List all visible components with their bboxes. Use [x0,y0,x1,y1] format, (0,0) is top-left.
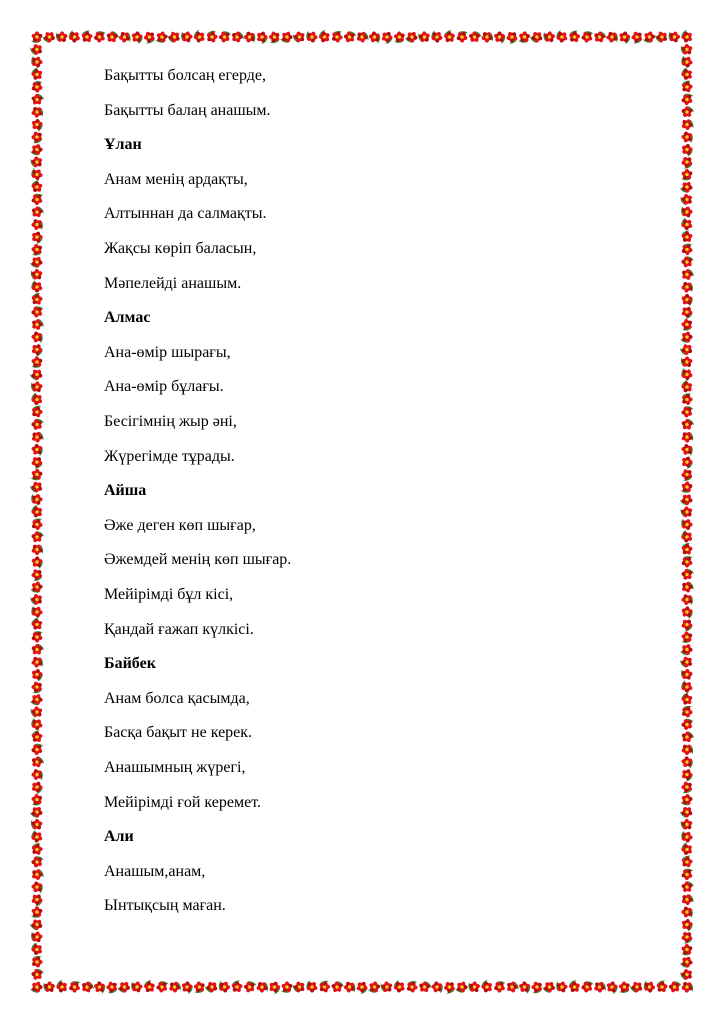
flower-icon [680,980,694,994]
poem-line: Мейірімді ғой керемет. [104,793,261,811]
flower-icon [679,154,695,170]
flower-icon [31,31,43,42]
flower-icon [679,529,695,545]
flower-icon [30,855,45,869]
flower-icon [679,392,694,407]
flower-icon [30,580,44,594]
flower-icon [29,479,46,496]
flower-icon [679,104,695,120]
flower-icon [679,879,695,895]
flower-icon [29,154,45,170]
flower-icon [679,229,696,245]
flower-icon [29,404,44,419]
flower-icon [680,705,694,719]
flower-icon [30,468,43,480]
flower-icon [679,729,696,746]
speaker-name: Байбек [104,655,156,673]
flower-icon [680,631,694,644]
flower-icon [681,556,693,568]
flower-icon [680,668,694,682]
flower-icon [679,579,695,595]
flower-icon [29,179,46,195]
poem-line: Анашым,анам, [104,862,206,880]
poem-line: Алтыннан да салмақты. [104,205,267,223]
flower-icon [680,679,695,694]
flower-icon [42,980,57,995]
flower-icon [680,243,693,256]
flower-icon [679,504,695,520]
flower-icon [30,167,44,181]
flower-icon [679,29,695,45]
flower-icon [679,804,696,820]
flower-icon [679,954,695,970]
flower-icon [31,631,43,643]
poem-line: Қандай ғажап күлкісі. [104,620,254,638]
flower-icon [679,780,694,795]
flower-icon [679,891,695,907]
flower-icon [679,567,695,583]
poem-line: Ана-өмір бұлағы. [104,378,224,396]
flower-icon [41,29,58,45]
flower-icon [679,654,696,671]
flower-icon [29,967,45,983]
flower-icon [679,541,695,557]
flower-icon [31,218,43,231]
flower-icon [30,680,45,695]
flower-icon [29,779,46,796]
flower-icon [30,442,44,456]
flower-icon [679,266,696,283]
flower-icon [29,866,45,882]
flower-icon [681,443,694,456]
flower-icon [29,130,44,145]
flower-icon [30,717,44,732]
flower-icon [679,79,695,94]
flower-icon [29,66,46,83]
flower-icon [679,642,694,657]
flower-icon [681,481,694,493]
flower-icon [29,267,44,282]
flower-icon [30,655,43,669]
flower-icon [29,666,45,682]
flower-icon [30,793,44,806]
flower-icon [679,379,696,396]
flower-icon [680,330,695,344]
flower-icon [31,493,43,506]
poem-line: Мәпелейді анашым. [104,274,242,292]
flower-icon [30,817,45,832]
flower-icon [679,492,695,508]
flower-icon [680,429,695,444]
poem-line: Анашымның жүрегі, [104,759,246,776]
flower-icon [680,55,693,69]
flower-icon [29,941,45,957]
flower-icon [31,193,44,205]
flower-icon [29,567,45,583]
flower-icon [679,841,695,857]
flower-icon [29,692,45,707]
flower-icon [679,191,695,207]
flower-icon [68,981,80,993]
flower-icon [681,868,694,880]
flower-icon [29,417,44,432]
speaker-name: Али [104,828,134,846]
flower-icon [29,641,46,658]
flower-icon [680,292,695,307]
flower-icon [29,980,44,995]
flower-icon [30,305,44,319]
flower-icon [679,691,696,708]
flower-icon [681,944,694,956]
poem-line: Бақытты балаң анашым. [104,101,271,119]
flower-icon [29,454,46,470]
flower-icon [680,355,694,370]
flower-icon [681,131,693,143]
flower-icon [31,906,43,917]
flower-icon [681,906,692,918]
flower-icon [29,504,45,521]
flower-icon [679,217,695,233]
flower-icon [679,929,695,945]
flower-icon [31,768,43,780]
flower-icon [679,616,696,632]
flower-icon [681,169,693,181]
poem-line: Ана-өмір шырағы, [104,343,231,361]
flower-icon [667,979,683,994]
flower-icon [29,41,46,58]
poem-line: Бесігімнің жыр әні, [104,413,237,430]
flower-icon [668,31,680,44]
flower-icon [29,616,46,633]
flower-icon [679,467,695,483]
flower-icon [29,204,46,221]
flower-icon [29,429,45,445]
flower-icon [680,93,693,105]
flower-icon [29,254,45,270]
flower-icon [29,142,44,157]
flower-icon [680,717,695,731]
flower-icon [67,29,82,44]
flower-icon [31,331,43,344]
flower-icon [679,416,696,433]
flower-icon [30,518,44,532]
flower-icon [29,829,44,845]
flower-icon [79,979,95,996]
poem-body [104,0,664,1024]
flower-icon [679,304,696,321]
flower-icon [29,341,46,358]
flower-icon [680,367,694,381]
flower-icon [29,529,45,545]
speaker-name: Алмас [104,309,151,327]
flower-icon [680,405,694,418]
flower-icon [29,729,45,745]
flower-icon [54,979,70,996]
flower-icon [29,804,45,820]
flower-icon [29,916,46,933]
flower-icon [679,454,695,471]
flower-icon [681,830,694,843]
flower-icon [29,366,46,382]
speaker-name: Ұлан [104,136,142,154]
flower-icon [680,755,694,769]
flower-icon [29,279,44,294]
poem-line: Жақсы көріп баласын, [104,240,257,257]
flower-icon [29,891,46,908]
flower-icon [679,817,694,833]
poem-line: Бақытты болсаң егерде, [104,67,267,84]
poem-line: Жүрегімде тұрады. [104,447,235,465]
flower-icon [681,206,693,219]
flower-icon [29,391,45,407]
flower-icon [680,280,693,294]
flower-icon [30,81,43,94]
flower-icon [29,704,45,720]
flower-icon [30,243,44,257]
flower-icon [681,593,693,606]
flower-icon [79,29,95,45]
flower-icon [29,842,45,858]
flower-icon [30,930,43,944]
flower-icon [679,66,695,83]
flower-icon [679,854,695,870]
poem-line: Мейірімді бұл кісі, [104,586,234,603]
flower-icon [29,291,45,307]
flower-icon [30,380,44,394]
flower-icon [31,356,44,368]
flower-icon [30,105,44,119]
flower-icon [679,604,694,620]
flower-icon [29,754,46,771]
flower-icon [29,91,45,107]
flower-icon [55,30,69,45]
flower-icon [31,880,44,894]
flower-icon [29,316,45,333]
poem-line: Әжемдей менің көп шығар. [104,551,292,569]
flower-icon [679,766,696,783]
poem-line: Анам менің ардақты, [104,170,248,188]
flower-icon [679,341,696,358]
flower-icon [31,605,44,618]
poem-line: Анам болса қасымда, [104,689,250,707]
flower-icon [679,42,694,57]
poem-line: Ынтықсың маған. [104,897,226,915]
speaker-name: Айша [104,482,147,500]
flower-icon [680,793,694,806]
poem-line: Әже деген көп шығар, [104,516,256,534]
flower-icon [30,743,43,756]
flower-icon [30,554,45,569]
flower-icon [680,318,694,332]
flower-icon [681,518,693,530]
flower-icon [30,542,45,557]
flower-icon [679,141,695,157]
flower-icon [679,116,695,132]
flower-icon [679,254,694,269]
flower-icon [679,917,695,933]
flower-icon [679,966,695,982]
flower-icon [29,229,45,246]
flower-icon [31,56,43,68]
flower-icon [29,117,45,133]
flower-icon [680,742,695,757]
flower-icon [679,179,695,195]
poem-line: Басқа бақыт не керек. [104,724,253,742]
flower-icon [29,591,45,607]
flower-icon [30,955,45,969]
